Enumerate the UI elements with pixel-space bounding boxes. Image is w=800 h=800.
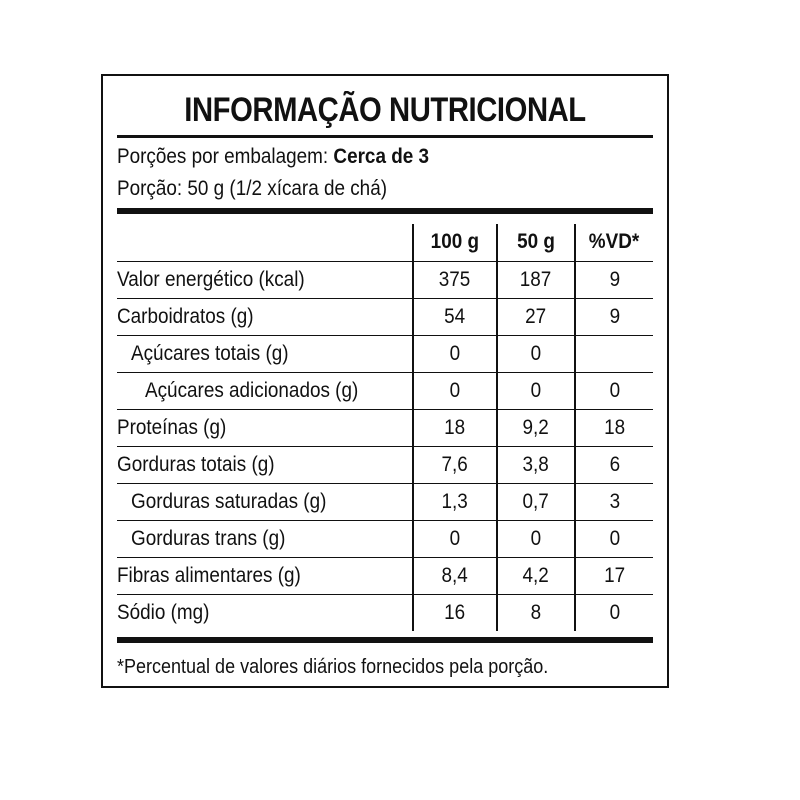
value-per-100g: 16 bbox=[413, 594, 497, 631]
value-daily-percent: 0 bbox=[575, 372, 653, 409]
column-header-50g: 50 g bbox=[497, 224, 575, 261]
nutrient-name: Proteínas (g) bbox=[117, 409, 413, 446]
title-divider bbox=[117, 135, 653, 138]
value-daily-percent: 18 bbox=[575, 409, 653, 446]
nutrient-name: Açúcares totais (g) bbox=[117, 335, 413, 372]
nutrient-row bbox=[117, 446, 653, 483]
value-per-100g: 54 bbox=[413, 298, 497, 335]
table-header-row bbox=[117, 224, 653, 261]
nutrient-row bbox=[117, 483, 653, 520]
footnote: *Percentual de valores diários fornecidos pela porção. bbox=[117, 656, 549, 678]
nutrient-row bbox=[117, 372, 653, 409]
nutrient-row bbox=[117, 261, 653, 298]
serving-size: Porção: 50 g (1/2 xícara de chá) bbox=[117, 177, 387, 200]
nutrient-name: Gorduras saturadas (g) bbox=[117, 483, 413, 520]
nutrient-row bbox=[117, 520, 653, 557]
nutrient-name: Carboidratos (g) bbox=[117, 298, 413, 335]
nutrient-row bbox=[117, 409, 653, 446]
table-bottom-divider bbox=[117, 637, 653, 643]
value-daily-percent: 0 bbox=[575, 520, 653, 557]
nutrient-name: Gorduras trans (g) bbox=[117, 520, 413, 557]
value-per-100g: 8,4 bbox=[413, 557, 497, 594]
value-daily-percent bbox=[575, 335, 653, 372]
value-per-50g: 9,2 bbox=[497, 409, 575, 446]
value-per-50g: 3,8 bbox=[497, 446, 575, 483]
column-header-100g: 100 g bbox=[413, 224, 497, 261]
nutrient-name: Fibras alimentares (g) bbox=[117, 557, 413, 594]
value-per-100g: 0 bbox=[413, 335, 497, 372]
value-daily-percent: 9 bbox=[575, 298, 653, 335]
value-per-50g: 0 bbox=[497, 520, 575, 557]
value-per-50g: 8 bbox=[497, 594, 575, 631]
serving-divider bbox=[117, 208, 653, 214]
value-per-100g: 18 bbox=[413, 409, 497, 446]
label-title: INFORMAÇÃO NUTRICIONAL bbox=[184, 91, 586, 129]
nutrient-name: Gorduras totais (g) bbox=[117, 446, 413, 483]
value-per-50g: 187 bbox=[497, 261, 575, 298]
servings-per-package-value: Cerca de 3 bbox=[333, 145, 430, 168]
nutrient-row bbox=[117, 335, 653, 372]
nutrient-column-header bbox=[117, 224, 413, 261]
servings-per-package-label: Porções por embalagem: bbox=[117, 145, 329, 168]
value-daily-percent: 0 bbox=[575, 594, 653, 631]
value-per-100g: 0 bbox=[413, 520, 497, 557]
value-daily-percent: 9 bbox=[575, 261, 653, 298]
nutrient-name: Sódio (mg) bbox=[117, 600, 210, 624]
nutrient-name: Valor energético (kcal) bbox=[117, 261, 413, 298]
value-per-100g: 1,3 bbox=[413, 483, 497, 520]
value-daily-percent: 17 bbox=[575, 557, 653, 594]
nutrient-row bbox=[117, 298, 653, 335]
value-per-50g: 4,2 bbox=[497, 557, 575, 594]
value-per-50g: 0,7 bbox=[497, 483, 575, 520]
value-per-50g: 0 bbox=[497, 335, 575, 372]
nutrient-row bbox=[117, 594, 653, 631]
value-daily-percent: 3 bbox=[575, 483, 653, 520]
servings-per-package bbox=[117, 144, 429, 170]
nutrient-row bbox=[117, 557, 653, 594]
value-per-100g: 375 bbox=[413, 261, 497, 298]
column-header-vd: %VD* bbox=[575, 224, 653, 261]
nutrient-name: Açúcares adicionados (g) bbox=[117, 372, 413, 409]
value-per-100g: 7,6 bbox=[413, 446, 497, 483]
value-per-50g: 27 bbox=[497, 298, 575, 335]
nutrition-facts-label bbox=[101, 74, 669, 688]
value-per-50g: 0 bbox=[497, 372, 575, 409]
value-per-100g: 0 bbox=[413, 372, 497, 409]
value-daily-percent: 6 bbox=[575, 446, 653, 483]
nutrient-table bbox=[117, 224, 653, 631]
